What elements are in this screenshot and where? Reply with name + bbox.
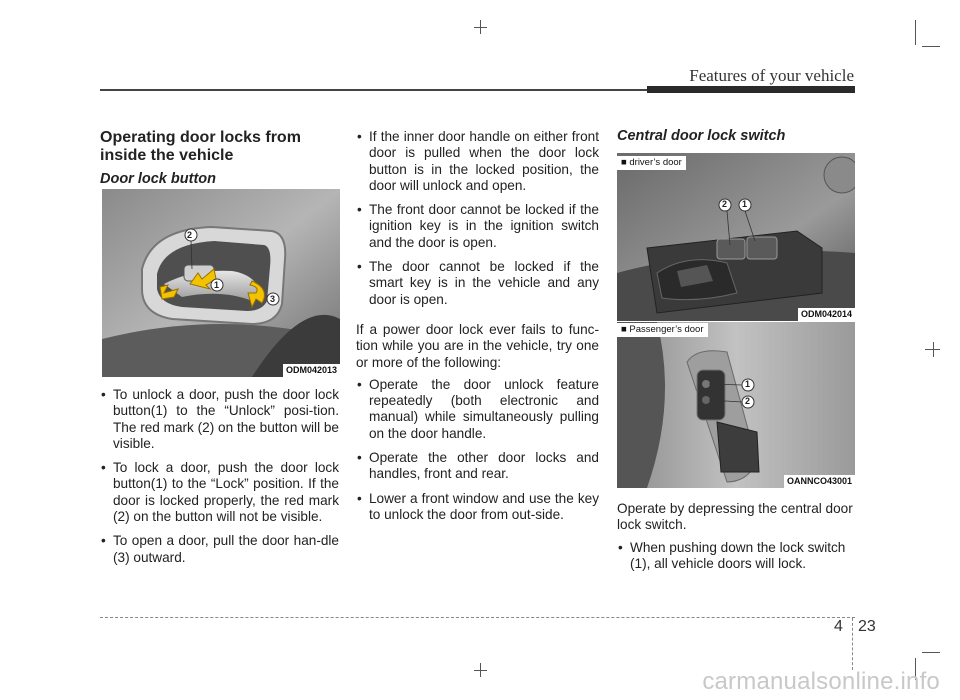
list-item: • If the inner door handle on either front door is pulled when the door lock button is in the locked position, the door will unlock and open. (356, 129, 599, 194)
crop-mark-top-right-h (922, 46, 940, 47)
list-item: • Operate the door unlock feature repeatedly (both electronic and manual) while simultaneously pulling on the door handle. (356, 377, 599, 442)
passengers-door-switch-image (617, 322, 855, 488)
list-item: • To lock a door, push the door lock button(1) to the “Lock” position. If the door is locked properly, the red mark (2) on the button will not be visible. (100, 460, 339, 525)
image-code: ODM042014 (798, 308, 855, 321)
door-lock-button-heading: Door lock button (100, 171, 216, 187)
page-number: 23 (858, 618, 876, 635)
list-item: • To open a door, pull the door han-dle (3) outward. (100, 533, 339, 566)
drivers-door-tag: ■ driver’s door (617, 156, 686, 170)
section-heading-line1: Operating door locks from (100, 129, 301, 146)
crop-mark-bottom-bar (474, 670, 487, 671)
list-item: • The door cannot be locked if the smart key is in the vehicle and any door is open. (356, 259, 599, 308)
header-rule (100, 89, 647, 91)
fallback-paragraph: If a power door lock ever fails to func-tion while you are in the vehicle, try one or more of the following: (356, 321, 599, 370)
middle-column (356, 129, 599, 531)
left-bullets (100, 387, 339, 574)
section-header-title: Features of your vehicle (689, 66, 854, 85)
crop-mark-top-right-v (915, 20, 916, 45)
crop-mark-right-h (925, 349, 940, 350)
page-separator (852, 618, 853, 670)
list-item: • To unlock a door, push the door lock button(1) to the “Unlock” posi-tion. The red mark (2) on the button will be visible. (100, 387, 339, 452)
watermark: carmanualsonline.info (702, 668, 940, 695)
callout-2: 2 (745, 396, 751, 406)
door-lock-button-image (102, 189, 340, 377)
callout-2: 2 (722, 199, 728, 209)
list-item: • Lower a front window and use the key to unlock the door from out-side. (356, 491, 599, 524)
passengers-door-tag: ■ Passenger’s door (617, 323, 708, 337)
list-item: • Operate the other door locks and handles, front and rear. (356, 450, 599, 483)
list-item: • When pushing down the lock switch (1), all vehicle doors will lock. (617, 540, 855, 573)
chapter-number: 4 (834, 618, 843, 635)
callout-1: 1 (745, 379, 751, 389)
callout-1: 1 (742, 199, 748, 209)
left-column (100, 129, 340, 187)
crop-mark-top-bar (474, 27, 487, 28)
callout-1: 1 (214, 280, 220, 290)
drivers-door-switch-image (617, 153, 855, 321)
image-code: ODM042013 (283, 364, 340, 377)
crop-mark-bottom-right-h (922, 652, 940, 653)
callout-3: 3 (270, 294, 276, 304)
header-bar (647, 86, 855, 93)
footer-rule (100, 617, 855, 618)
right-text (617, 501, 855, 580)
central-switch-paragraph: Operate by depressing the central door lock switch. (617, 501, 853, 533)
central-door-lock-heading: Central door lock switch (617, 128, 786, 144)
section-heading (100, 129, 340, 165)
section-heading-line2: inside the vehicle (100, 147, 234, 164)
image-code: OANNCO43001 (784, 475, 855, 488)
callout-2: 2 (187, 230, 193, 240)
list-item: • The front door cannot be locked if the ignition key is in the ignition switch and the door is open. (356, 202, 599, 251)
